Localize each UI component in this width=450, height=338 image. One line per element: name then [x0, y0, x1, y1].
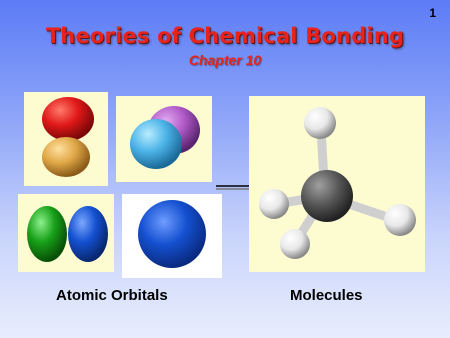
orbital-image-p-vertical — [24, 92, 108, 186]
sp-orbital-icon — [116, 96, 212, 182]
slide-subtitle: Chapter 10 — [188, 52, 262, 68]
caption-molecules: Molecules — [290, 287, 363, 304]
slide-title: Theories of Chemical Bonding — [45, 24, 405, 48]
slide-number: 1 — [429, 6, 436, 20]
orbital-image-p-horizontal — [18, 194, 114, 272]
methane-molecule-icon — [249, 96, 425, 272]
caption-atomic-orbitals: Atomic Orbitals — [56, 287, 168, 304]
p-orbital-horizontal-icon — [18, 194, 114, 272]
orbital-image-s — [122, 194, 222, 278]
s-orbital-icon — [122, 194, 222, 278]
molecule-image — [249, 96, 425, 272]
p-orbital-icon — [24, 92, 108, 186]
orbital-image-sp — [116, 96, 212, 182]
